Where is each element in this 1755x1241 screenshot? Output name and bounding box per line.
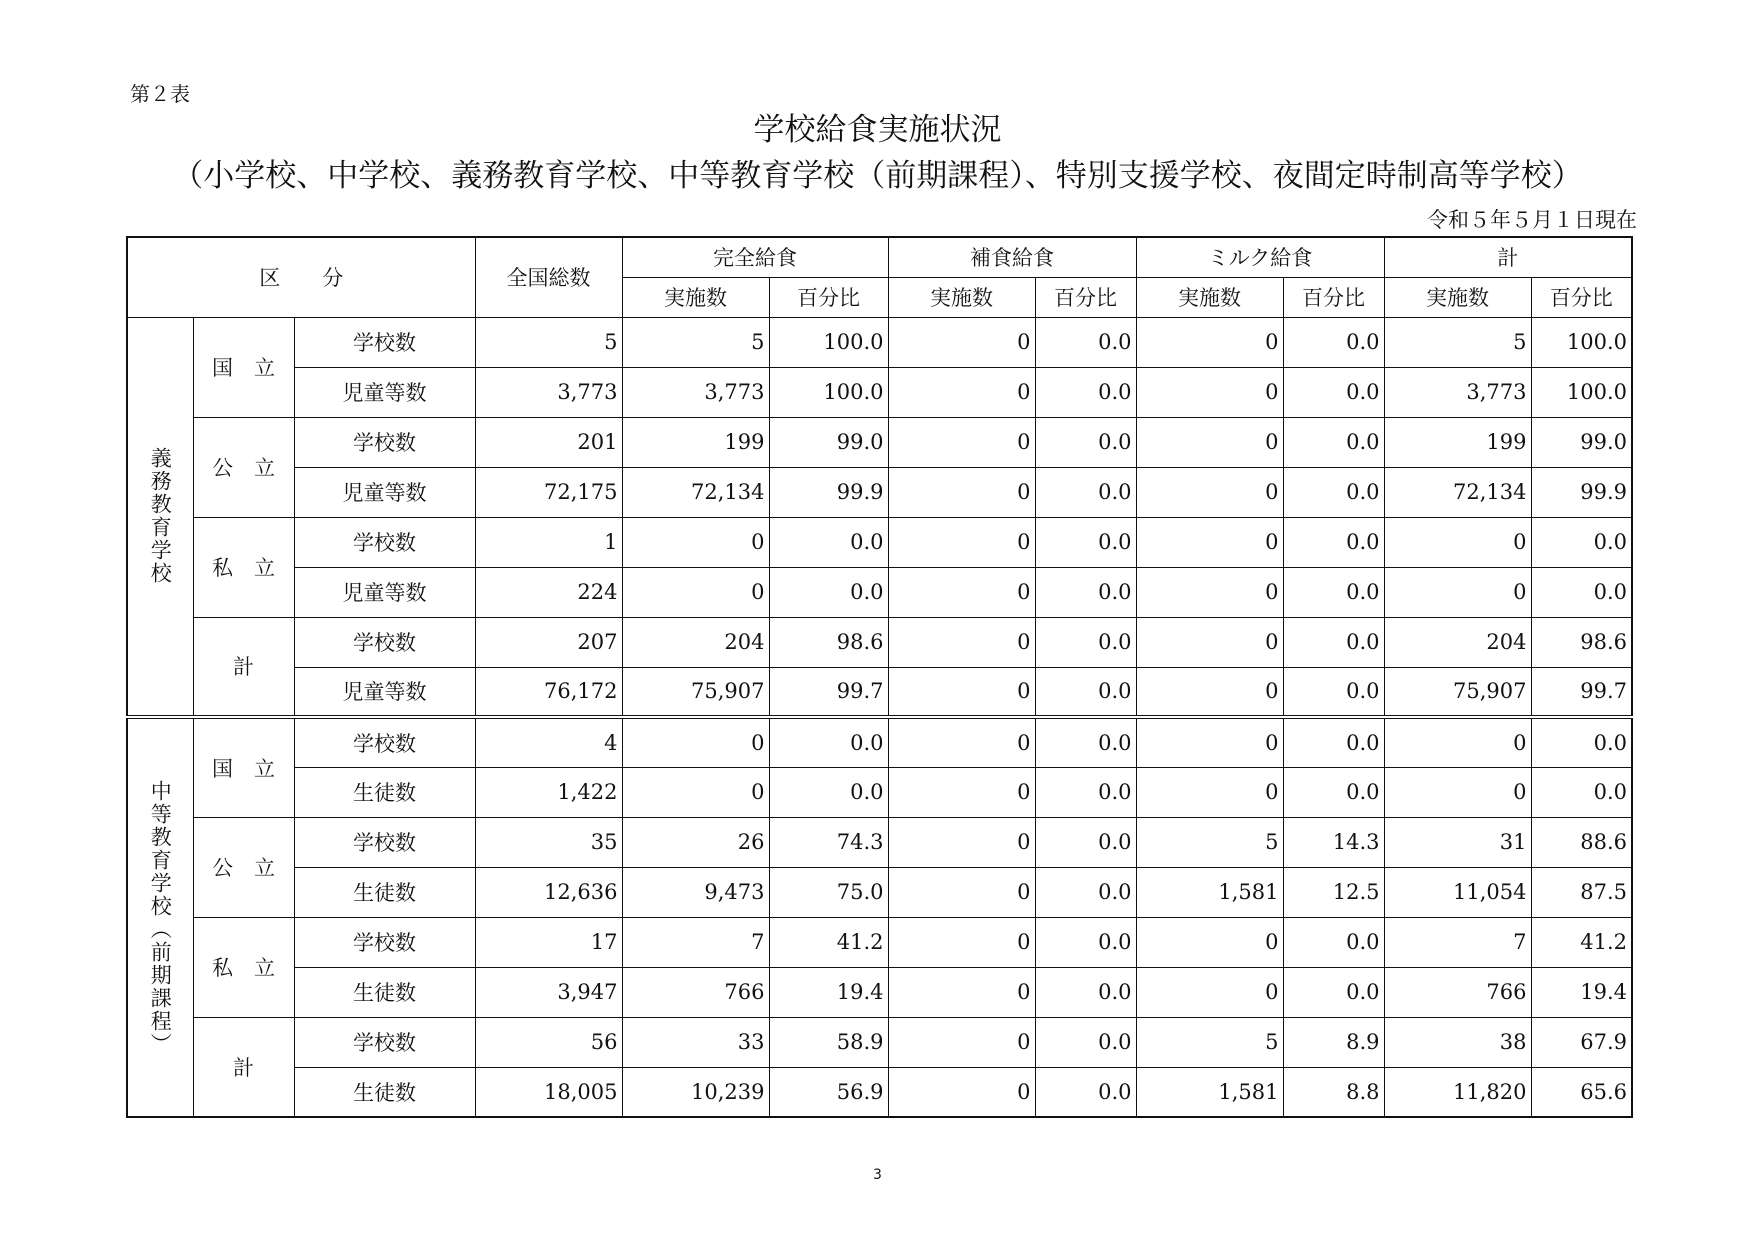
value-cell: 0 [1136, 517, 1283, 567]
value-cell: 72,134 [622, 467, 769, 517]
value-cell: 0.0 [1283, 517, 1384, 567]
value-cell: 0.0 [1283, 617, 1384, 667]
value-cell: 41.2 [1531, 917, 1632, 967]
value-cell: 5 [1136, 1017, 1283, 1067]
value-cell: 0 [1136, 317, 1283, 367]
value-cell: 0.0 [769, 767, 888, 817]
value-cell: 0 [622, 717, 769, 767]
header-category: 区 分 [127, 237, 475, 317]
value-cell: 0 [888, 617, 1035, 667]
value-cell: 100.0 [1531, 317, 1632, 367]
as-of-date: 令和５年５月１日現在 [1427, 208, 1637, 232]
value-cell: 0 [1384, 517, 1531, 567]
metric-label: 生徒数 [294, 967, 475, 1017]
metric-label: 児童等数 [294, 367, 475, 417]
table-row [127, 667, 1632, 717]
value-cell: 0.0 [1035, 1067, 1136, 1117]
value-cell: 8.8 [1283, 1067, 1384, 1117]
value-cell: 31 [1384, 817, 1531, 867]
value-cell: 0 [888, 317, 1035, 367]
metric-label: 生徒数 [294, 767, 475, 817]
value-cell: 0.0 [1283, 967, 1384, 1017]
value-cell: 14.3 [1283, 817, 1384, 867]
value-cell: 0.0 [1531, 767, 1632, 817]
value-cell: 0 [888, 767, 1035, 817]
value-cell: 0.0 [1283, 917, 1384, 967]
value-cell: 199 [622, 417, 769, 467]
value-cell: 19.4 [769, 967, 888, 1017]
value-cell: 0 [1384, 767, 1531, 817]
value-cell: 0.0 [1283, 417, 1384, 467]
header-sum: 計 [1384, 237, 1632, 277]
group-label: 国 立 [193, 717, 294, 817]
value-cell: 0.0 [769, 567, 888, 617]
value-cell: 100.0 [769, 317, 888, 367]
value-cell: 17 [475, 917, 622, 967]
value-cell: 3,773 [1384, 367, 1531, 417]
value-cell: 99.9 [1531, 467, 1632, 517]
table-row [127, 1067, 1632, 1117]
value-cell: 33 [622, 1017, 769, 1067]
value-cell: 0 [888, 517, 1035, 567]
value-cell: 0 [1384, 717, 1531, 767]
header-milk-meal: ミルク給食 [1136, 237, 1384, 277]
value-cell: 1,422 [475, 767, 622, 817]
value-cell: 0 [888, 717, 1035, 767]
value-cell: 0.0 [1035, 467, 1136, 517]
value-cell: 0 [888, 867, 1035, 917]
value-cell: 0 [1136, 617, 1283, 667]
value-cell: 11,054 [1384, 867, 1531, 917]
group-label: 計 [193, 617, 294, 717]
table-row [127, 767, 1632, 817]
value-cell: 0.0 [1531, 517, 1632, 567]
value-cell: 99.7 [769, 667, 888, 717]
value-cell: 72,175 [475, 467, 622, 517]
value-cell: 3,773 [475, 367, 622, 417]
header-percent: 百分比 [1531, 277, 1632, 317]
value-cell: 74.3 [769, 817, 888, 867]
value-cell: 0 [888, 1067, 1035, 1117]
table-row [127, 517, 1632, 567]
value-cell: 75.0 [769, 867, 888, 917]
value-cell: 0.0 [1283, 367, 1384, 417]
value-cell: 5 [622, 317, 769, 367]
value-cell: 0 [1136, 667, 1283, 717]
value-cell: 0.0 [1035, 517, 1136, 567]
value-cell: 0.0 [1035, 917, 1136, 967]
value-cell: 0 [888, 967, 1035, 1017]
value-cell: 224 [475, 567, 622, 617]
value-cell: 0 [888, 467, 1035, 517]
value-cell: 0.0 [1035, 567, 1136, 617]
value-cell: 100.0 [769, 367, 888, 417]
header-supplementary-meal: 補食給食 [888, 237, 1136, 277]
value-cell: 99.7 [1531, 667, 1632, 717]
group-label: 国 立 [193, 317, 294, 417]
value-cell: 10,239 [622, 1067, 769, 1117]
value-cell: 0.0 [769, 517, 888, 567]
value-cell: 0 [1136, 767, 1283, 817]
value-cell: 0.0 [1035, 867, 1136, 917]
value-cell: 3,773 [622, 367, 769, 417]
value-cell: 0.0 [1531, 717, 1632, 767]
group-label: 私 立 [193, 917, 294, 1017]
value-cell: 5 [1136, 817, 1283, 867]
group-label: 公 立 [193, 817, 294, 917]
value-cell: 0.0 [1035, 367, 1136, 417]
header-count: 実施数 [1136, 277, 1283, 317]
header-full-meal: 完全給食 [622, 237, 888, 277]
header-count: 実施数 [622, 277, 769, 317]
value-cell: 1 [475, 517, 622, 567]
value-cell: 58.9 [769, 1017, 888, 1067]
value-cell: 19.4 [1531, 967, 1632, 1017]
value-cell: 0.0 [1283, 317, 1384, 367]
metric-label: 学校数 [294, 517, 475, 567]
value-cell: 0 [1136, 417, 1283, 467]
value-cell: 67.9 [1531, 1017, 1632, 1067]
header-percent: 百分比 [1035, 277, 1136, 317]
value-cell: 9,473 [622, 867, 769, 917]
value-cell: 35 [475, 817, 622, 867]
metric-label: 児童等数 [294, 667, 475, 717]
table-row [127, 967, 1632, 1017]
value-cell: 199 [1384, 417, 1531, 467]
metric-label: 学校数 [294, 1017, 475, 1067]
value-cell: 0.0 [1283, 667, 1384, 717]
value-cell: 0.0 [1035, 817, 1136, 867]
table-row [127, 317, 1632, 367]
value-cell: 0.0 [769, 717, 888, 767]
value-cell: 0.0 [1035, 1017, 1136, 1067]
table-row [127, 917, 1632, 967]
value-cell: 0 [622, 517, 769, 567]
value-cell: 75,907 [622, 667, 769, 717]
header-percent: 百分比 [1283, 277, 1384, 317]
value-cell: 1,581 [1136, 867, 1283, 917]
table-row [127, 467, 1632, 517]
value-cell: 0.0 [1035, 667, 1136, 717]
meal-status-table [126, 236, 1633, 1118]
value-cell: 87.5 [1531, 867, 1632, 917]
group-label: 私 立 [193, 517, 294, 617]
value-cell: 0.0 [1035, 417, 1136, 467]
section-label: 義務教育学校 [127, 317, 193, 717]
value-cell: 0.0 [1035, 317, 1136, 367]
value-cell: 41.2 [769, 917, 888, 967]
value-cell: 201 [475, 417, 622, 467]
value-cell: 12,636 [475, 867, 622, 917]
page-number: 3 [873, 1167, 882, 1183]
value-cell: 0 [888, 1017, 1035, 1067]
header-percent: 百分比 [769, 277, 888, 317]
value-cell: 0 [888, 667, 1035, 717]
value-cell: 98.6 [769, 617, 888, 667]
value-cell: 0.0 [1283, 717, 1384, 767]
section-label: 中等教育学校（前期課程） [127, 717, 193, 1117]
metric-label: 生徒数 [294, 867, 475, 917]
page-subtitle: （小学校、中学校、義務教育学校、中等教育学校（前期課程）、特別支援学校、夜間定時制高等学校） [172, 158, 1583, 194]
table-row [127, 417, 1632, 467]
value-cell: 11,820 [1384, 1067, 1531, 1117]
value-cell: 0.0 [1035, 967, 1136, 1017]
table-body [127, 317, 1632, 1117]
metric-label: 児童等数 [294, 567, 475, 617]
header-count: 実施数 [1384, 277, 1531, 317]
metric-label: 学校数 [294, 417, 475, 467]
value-cell: 65.6 [1531, 1067, 1632, 1117]
value-cell: 1,581 [1136, 1067, 1283, 1117]
group-label: 公 立 [193, 417, 294, 517]
value-cell: 204 [622, 617, 769, 667]
metric-label: 学校数 [294, 617, 475, 667]
value-cell: 56.9 [769, 1067, 888, 1117]
table-row [127, 617, 1632, 667]
value-cell: 5 [475, 317, 622, 367]
value-cell: 0.0 [1283, 567, 1384, 617]
value-cell: 0 [1136, 917, 1283, 967]
metric-label: 学校数 [294, 717, 475, 767]
table-row [127, 867, 1632, 917]
value-cell: 26 [622, 817, 769, 867]
value-cell: 7 [622, 917, 769, 967]
value-cell: 0 [888, 917, 1035, 967]
value-cell: 75,907 [1384, 667, 1531, 717]
value-cell: 207 [475, 617, 622, 667]
table-number: 第２表 [130, 82, 190, 106]
value-cell: 0.0 [1035, 717, 1136, 767]
value-cell: 0.0 [1035, 767, 1136, 817]
value-cell: 98.6 [1531, 617, 1632, 667]
metric-label: 学校数 [294, 317, 475, 367]
value-cell: 0 [888, 367, 1035, 417]
group-label: 計 [193, 1017, 294, 1117]
value-cell: 0 [888, 417, 1035, 467]
metric-label: 学校数 [294, 917, 475, 967]
table-row [127, 817, 1632, 867]
table-row [127, 367, 1632, 417]
value-cell: 8.9 [1283, 1017, 1384, 1067]
value-cell: 38 [1384, 1017, 1531, 1067]
value-cell: 100.0 [1531, 367, 1632, 417]
value-cell: 7 [1384, 917, 1531, 967]
metric-label: 生徒数 [294, 1067, 475, 1117]
value-cell: 99.0 [1531, 417, 1632, 467]
value-cell: 72,134 [1384, 467, 1531, 517]
value-cell: 0 [888, 567, 1035, 617]
value-cell: 0.0 [1283, 767, 1384, 817]
value-cell: 18,005 [475, 1067, 622, 1117]
value-cell: 12.5 [1283, 867, 1384, 917]
value-cell: 0 [622, 767, 769, 817]
value-cell: 204 [1384, 617, 1531, 667]
table-row [127, 1017, 1632, 1067]
value-cell: 99.0 [769, 417, 888, 467]
value-cell: 5 [1384, 317, 1531, 367]
value-cell: 0.0 [1035, 617, 1136, 667]
value-cell: 0 [1384, 567, 1531, 617]
value-cell: 0 [1136, 967, 1283, 1017]
table-row [127, 717, 1632, 767]
value-cell: 0 [622, 567, 769, 617]
value-cell: 76,172 [475, 667, 622, 717]
value-cell: 0.0 [1283, 467, 1384, 517]
value-cell: 56 [475, 1017, 622, 1067]
value-cell: 0 [1136, 717, 1283, 767]
header-count: 実施数 [888, 277, 1035, 317]
header-total: 全国総数 [475, 237, 622, 317]
value-cell: 88.6 [1531, 817, 1632, 867]
page-title: 学校給食実施状況 [753, 112, 1002, 148]
metric-label: 学校数 [294, 817, 475, 867]
value-cell: 0 [1136, 467, 1283, 517]
value-cell: 3,947 [475, 967, 622, 1017]
value-cell: 766 [1384, 967, 1531, 1017]
value-cell: 766 [622, 967, 769, 1017]
value-cell: 0.0 [1531, 567, 1632, 617]
value-cell: 0 [1136, 567, 1283, 617]
metric-label: 児童等数 [294, 467, 475, 517]
value-cell: 0 [1136, 367, 1283, 417]
value-cell: 4 [475, 717, 622, 767]
table-row [127, 567, 1632, 617]
value-cell: 0 [888, 817, 1035, 867]
value-cell: 99.9 [769, 467, 888, 517]
